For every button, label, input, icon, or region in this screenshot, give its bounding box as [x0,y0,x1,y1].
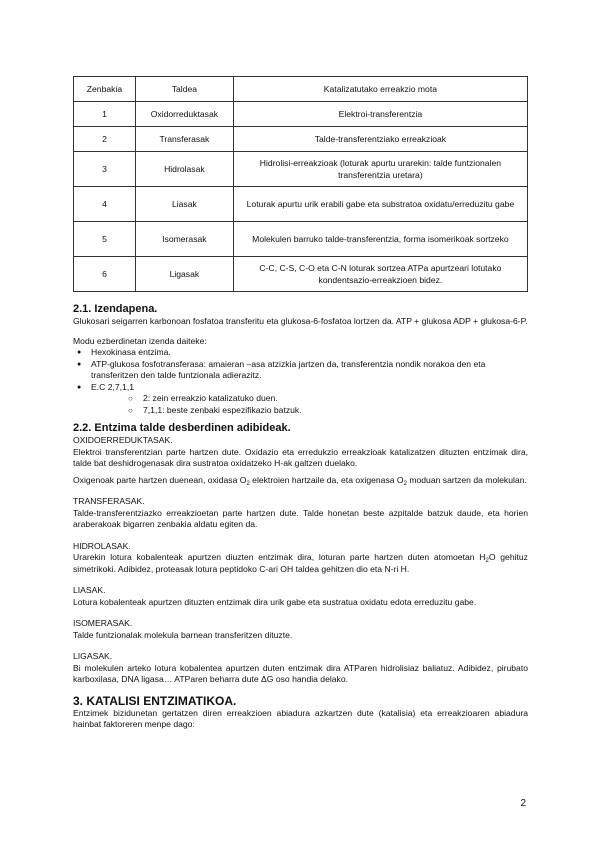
table-row [74,102,528,127]
text-run: moduan sartzen da molekulan. [406,474,527,485]
table-row [74,222,528,257]
table-cell: C-C, C-S, C-O eta C-N loturak sortzea ATPa apurtzeari lotutako kondentsazio-erreakzioen bidez. [233,257,527,292]
subsection-heading: HIDROLASAK. [73,540,131,551]
paragraph: Lotura kobalenteak apurtzen dituzten entzimak dira urik gabe eta sustratua oxidatu edota erreduzitu gabe. [73,596,477,607]
table-row [74,187,528,222]
paragraph: Modu ezberdinetan izenda daiteke: [73,335,207,346]
table-cell: Isomerasak [135,222,233,257]
table-header: Taldea [135,77,233,102]
paragraph: Talde-transferentziazko erreakzioetan parte hartzen dute. Talde honetan beste azpitalde batzuk daude, eta horien araberakoak bigarren zenbakia aldatu egiten da. [73,507,528,529]
text-run: Urarekin lotura kobalenteak apurtzen diuzten entzimak dira, loturan parte hartzen duten atomoetan H [73,552,486,562]
paragraph [73,552,528,575]
section-heading: 2.1. Izendapena. [73,303,158,315]
table-cell: 1 [74,102,136,127]
sub-list-item: ○ 7,1,1: beste zenbaki espezifikazio batzuk. [73,405,528,417]
table-header-row [74,77,528,102]
list-item: ● ATP-glukosa fosfotransferasa: amaieran –asa atzizkia jartzen da, transferentzia nondik norakoa den eta transferitzen den talde funtzionala adierazitz. [73,359,528,382]
subscript: 2 [403,480,407,487]
subscript: 2 [246,480,250,487]
table-cell: Hidrolisi-erreakzioak (loturak apurtu urarekin: talde funtzionalen transferentzia uretara) [233,152,527,187]
paragraph [73,475,528,487]
text-run: O gehituz simetrikoki. Adibidez, proteasak lotura peptidoko C-ari OH taldea gehitzen dio eta N-ri H. [73,552,528,574]
subsection-heading: ISOMERASAK. [73,618,133,628]
table-cell: 2 [74,127,136,152]
subsection-heading: LIGASAK. [73,651,113,661]
subsection-heading: OXIDOERREDUKTASAK. [73,435,173,445]
table-row [74,257,528,292]
text-run: elektroien hartzaile da, eta oxigenasa O [249,474,404,485]
text-run: Oxigenoak parte hartzen duenean, oxidasa O [73,474,247,485]
page-number: 2 [520,798,526,809]
table-cell: Transferasak [135,127,233,152]
table-cell: Talde-transferentziako erreakzioak [233,127,527,152]
table-cell: Oxidorreduktasak [135,102,233,127]
enzyme-classes-table [73,76,528,292]
section-heading: 3. KATALISI ENTZIMATIKOA. [73,693,237,708]
table-header: Zenbakia [74,77,136,102]
paragraph: Bi molekulen arteko lotura kobalentea apurtzen duten entzimak dira ATParen hidrolisiaz baliatuz. Adibidez, pirubato karboxilasa, DNA ligasa… ATParen beharra dute ΔG oso handia delako. [73,662,528,684]
list-item: ● Hexokinasa entzima. [73,347,528,359]
table-cell: Molekulen barruko talde-transferentzia, forma isomerikoak sortzeko [233,222,527,257]
table-cell: Loturak apurtu urik erabili gabe eta substratoa oxidatu/erreduzitu gabe [233,187,527,222]
table-header: Katalizatutako erreakzio mota [233,77,527,102]
table-cell: 3 [74,152,136,187]
paragraph: Glukosari seigarren karbonoan fosfatoa transferitu eta glukosa-6-fosfatoa lortzen da. ATP + glukosa ADP + glukosa-6-P. [73,316,528,326]
table-cell: Liasak [135,187,233,222]
document-page [73,76,528,731]
paragraph: Elektroi transferentzian parte hartzen dute. Oxidazio eta erredukzio erreakzioak katalizatzen dituzten entzimak dira, talde bat deshidrogenasak dira sustratoa oxidatzeko H-ak galtzen duelako. [73,446,528,468]
table-cell: 5 [74,222,136,257]
table-cell: Hidrolasak [135,152,233,187]
paragraph: Talde funtzionalak molekula barnean transferitzen dituzte. [73,629,293,640]
subsection-heading: TRANSFERASAK. [73,496,145,506]
list-item: ● E.C 2,7,1,1 [73,382,528,394]
subscript: 2 [485,558,489,564]
table-cell: Ligasak [135,257,233,292]
table-row [74,152,528,187]
table-cell: Elektroi-transferentzia [233,102,527,127]
paragraph: Entzimek bizidunetan gertatzen diren erreakzioen abiadura azkartzen dute (katalisia) eta erreakzioaren abiadura hainbat faktoreren menpe dago: [73,707,528,729]
table-cell: 4 [74,187,136,222]
subsection-heading: LIASAK. [73,585,106,595]
table-row [74,127,528,152]
section-heading: 2.2. Entzima talde desberdinen adibideak. [73,422,291,434]
ec-sublist [73,393,528,416]
naming-list [73,347,528,393]
sub-list-item: ○ 2: zein erreakzio katalizatuko duen. [73,393,528,405]
table-cell: 6 [74,257,136,292]
